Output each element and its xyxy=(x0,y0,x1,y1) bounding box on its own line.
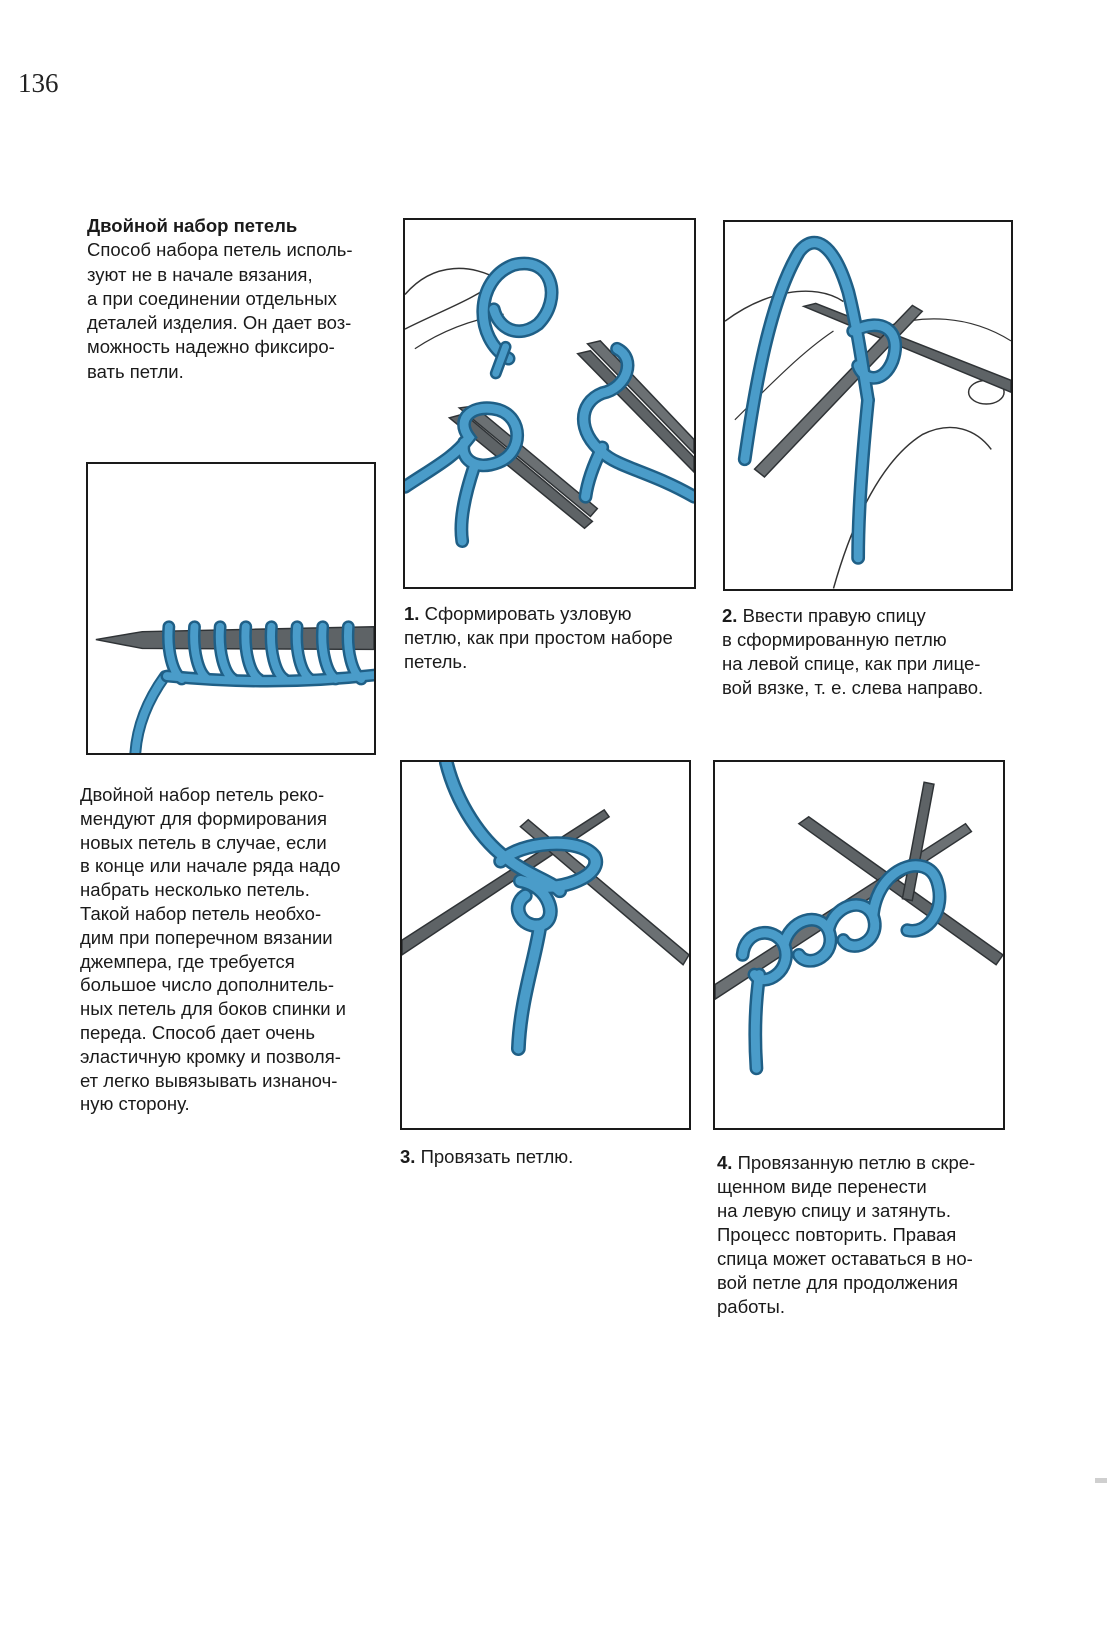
step4-caption xyxy=(717,1151,975,1319)
recommendation-line: ную сторону. xyxy=(80,1093,190,1115)
intro-line: а при соединении отдельных xyxy=(87,287,337,309)
recommendation-line: эластичную кромку и позволя- xyxy=(80,1045,341,1067)
step-text: на левую спицу и затянуть. xyxy=(717,1200,952,1221)
needle-insertion-image xyxy=(725,222,1011,589)
intro-text xyxy=(87,214,353,384)
step2-caption xyxy=(722,604,983,700)
step-text: Процесс повторить. Правая xyxy=(717,1224,957,1245)
intro-line: можность надежно фиксиро- xyxy=(87,336,335,358)
recommendation-line: в конце или начале ряда надо xyxy=(80,855,341,877)
intro-line: зуют не в начале вязания, xyxy=(87,263,313,285)
step3-caption xyxy=(400,1145,573,1169)
step-text: на левой спице, как при лице- xyxy=(722,653,981,674)
step-text: Провязанную петлю в скре- xyxy=(732,1152,976,1173)
step-text: в сформированную петлю xyxy=(722,629,947,650)
step-text: Ввести правую спицу xyxy=(737,605,926,626)
step-number: 1. xyxy=(404,603,420,624)
step1-caption xyxy=(404,602,673,674)
scan-edge-mark xyxy=(1095,1478,1107,1483)
step3-illustration xyxy=(400,760,691,1130)
step4-illustration xyxy=(713,760,1005,1130)
recommendation-line: Двойной набор петель реко- xyxy=(80,784,325,805)
recommendation-line: дим при поперечном вязании xyxy=(80,926,333,948)
recommendation-line: джемпера, где требуется xyxy=(80,950,295,972)
recommendation-text xyxy=(80,783,346,1116)
step2-illustration xyxy=(723,220,1013,591)
step-number: 2. xyxy=(722,605,738,626)
needle-with-stitches-image xyxy=(88,464,374,753)
recommendation-line: набрать несколько петель. xyxy=(80,879,310,901)
recommendation-line: ных петель для боков спинки и xyxy=(80,998,347,1020)
step-text: вой вязке, т. е. слева направо. xyxy=(722,677,984,698)
step-text: спица может оставаться в но- xyxy=(717,1248,973,1269)
page-number: 136 xyxy=(18,68,59,98)
overview-illustration xyxy=(86,462,376,755)
intro-line: Способ набора петель исполь- xyxy=(87,239,353,261)
recommendation-line: новых петель в случае, если xyxy=(80,831,327,853)
slip-knot-image xyxy=(405,220,694,587)
step1-illustration xyxy=(403,218,696,589)
step-number: 4. xyxy=(717,1152,733,1173)
recommendation-line: большое число дополнитель- xyxy=(80,974,334,996)
working-loop-image xyxy=(402,762,689,1128)
intro-line: вать петли. xyxy=(87,360,184,382)
step-text: Провязать петлю. xyxy=(415,1146,574,1167)
section-title: Двойной набор петель xyxy=(87,215,298,236)
step-text: щенном виде перенести xyxy=(717,1176,927,1197)
recommendation-line: переда. Способ дает очень xyxy=(80,1021,316,1043)
step-text: петлю, как при простом наборе xyxy=(404,627,673,648)
recommendation-line: Такой набор петель необхо- xyxy=(80,902,322,924)
intro-line: деталей изделия. Он дает воз- xyxy=(87,312,352,334)
step-text: работы. xyxy=(717,1296,785,1317)
step-text: петель. xyxy=(404,651,468,672)
step-text: вой петле для продолжения xyxy=(717,1272,959,1293)
step-text: Сформировать узловую xyxy=(419,603,632,624)
recommendation-line: ет легко вывязывать изнаноч- xyxy=(80,1069,338,1091)
step-number: 3. xyxy=(400,1146,416,1167)
recommendation-line: мендуют для формирования xyxy=(80,807,328,829)
transferred-loop-image xyxy=(715,762,1003,1128)
